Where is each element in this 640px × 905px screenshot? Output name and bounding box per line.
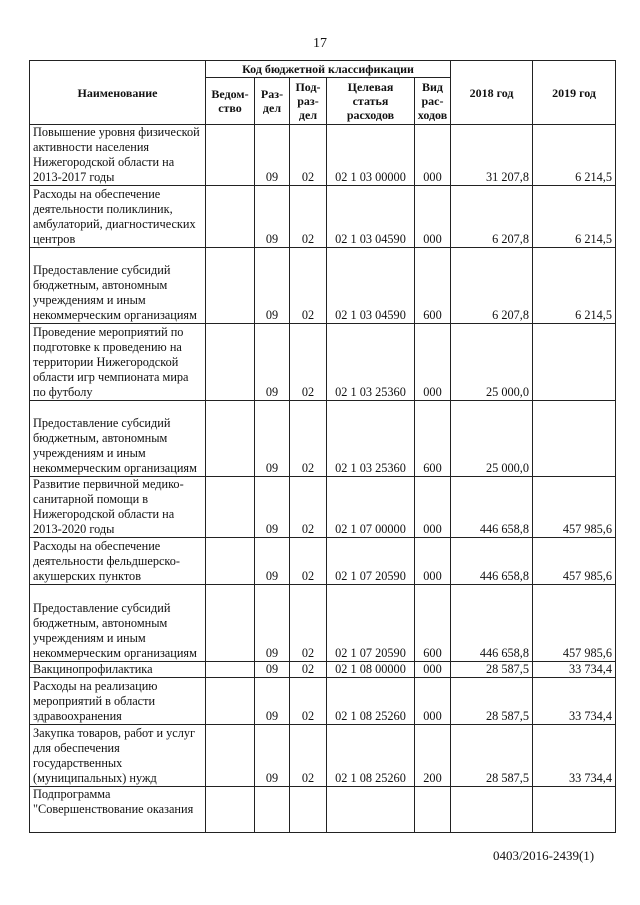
row-tselevaya: 02 1 07 00000 xyxy=(327,477,415,538)
row-tselevaya: 02 1 08 25260 xyxy=(327,725,415,787)
row-vedom xyxy=(206,125,255,186)
col-header-name: Наименование xyxy=(30,61,206,125)
col-header-vedom-text: Ведом- ство xyxy=(211,87,249,115)
row-vid: 000 xyxy=(415,538,451,585)
table-row xyxy=(30,538,616,585)
col-header-razdel xyxy=(255,78,290,125)
row-name: Вакцинопрофилактика xyxy=(30,662,206,678)
row-tselevaya: 02 1 03 00000 xyxy=(327,125,415,186)
row-name: Предоставление субсидий бюджетным, автономным учреждениям и иным некоммерческим организациям xyxy=(30,248,206,324)
row-tselevaya: 02 1 08 00000 xyxy=(327,662,415,678)
row-podrazdel: 02 xyxy=(290,662,327,678)
row-razdel xyxy=(255,787,290,833)
row-podrazdel: 02 xyxy=(290,125,327,186)
document-code: 0403/2016-2439(1) xyxy=(493,848,595,863)
row-vedom xyxy=(206,678,255,725)
row-vid: 000 xyxy=(415,477,451,538)
table-row xyxy=(30,678,616,725)
row-2018: 446 658,8 xyxy=(451,477,533,538)
row-name: Расходы на обеспечение деятельности фельдшерско-акушерских пунктов xyxy=(30,538,206,585)
row-razdel: 09 xyxy=(255,401,290,477)
row-tselevaya: 02 1 03 25360 xyxy=(327,401,415,477)
col-header-group: Код бюджетной классификации xyxy=(206,61,451,78)
row-vid: 600 xyxy=(415,585,451,662)
row-tselevaya xyxy=(327,787,415,833)
table-row xyxy=(30,125,616,186)
col-header-tselevaya-text: Целевая статья расходов xyxy=(346,80,395,122)
row-2019 xyxy=(533,401,616,477)
row-vedom xyxy=(206,324,255,401)
row-vid: 600 xyxy=(415,401,451,477)
row-vid xyxy=(415,787,451,833)
row-vid: 000 xyxy=(415,125,451,186)
page-number: 17 xyxy=(313,36,327,51)
row-2018: 28 587,5 xyxy=(451,725,533,787)
row-name: Предоставление субсидий бюджетным, автономным учреждениям и иным некоммерческим организациям xyxy=(30,401,206,477)
row-podrazdel: 02 xyxy=(290,324,327,401)
row-tselevaya: 02 1 03 04590 xyxy=(327,248,415,324)
row-name: Закупка товаров, работ и услуг для обеспечения государственных (муниципальных) нужд xyxy=(30,725,206,787)
row-name: Расходы на реализацию мероприятий в области здравоохранения xyxy=(30,678,206,725)
row-podrazdel: 02 xyxy=(290,477,327,538)
row-razdel: 09 xyxy=(255,125,290,186)
table-row xyxy=(30,662,616,678)
row-vedom xyxy=(206,662,255,678)
row-2018: 446 658,8 xyxy=(451,585,533,662)
row-2019: 457 985,6 xyxy=(533,538,616,585)
row-razdel: 09 xyxy=(255,248,290,324)
row-razdel: 09 xyxy=(255,324,290,401)
col-header-vid-text: Вид рас- ходов xyxy=(417,80,448,122)
row-vedom xyxy=(206,538,255,585)
col-header-razdel-text: Раз- дел xyxy=(260,87,284,115)
row-2018: 446 658,8 xyxy=(451,538,533,585)
row-2019: 33 734,4 xyxy=(533,678,616,725)
row-razdel: 09 xyxy=(255,186,290,248)
budget-table xyxy=(29,60,616,833)
row-tselevaya: 02 1 07 20590 xyxy=(327,538,415,585)
col-header-vedom xyxy=(206,78,255,125)
row-podrazdel xyxy=(290,787,327,833)
row-name: Предоставление субсидий бюджетным, автономным учреждениям и иным некоммерческим организациям xyxy=(30,585,206,662)
row-2019: 6 214,5 xyxy=(533,248,616,324)
col-header-vid xyxy=(415,78,451,125)
row-vid: 200 xyxy=(415,725,451,787)
row-razdel: 09 xyxy=(255,538,290,585)
row-podrazdel: 02 xyxy=(290,186,327,248)
table-row xyxy=(30,248,616,324)
col-header-podrazdel-text: Под- раз- дел xyxy=(295,80,321,122)
row-2018 xyxy=(451,787,533,833)
row-name: Развитие первичной медико-санитарной помощи в Нижегородской области на 2013-2020 годы xyxy=(30,477,206,538)
row-vedom xyxy=(206,401,255,477)
row-2018: 6 207,8 xyxy=(451,248,533,324)
row-vedom xyxy=(206,725,255,787)
row-razdel: 09 xyxy=(255,725,290,787)
row-vedom xyxy=(206,787,255,833)
col-header-tselevaya xyxy=(327,78,415,125)
row-tselevaya: 02 1 03 04590 xyxy=(327,186,415,248)
row-vedom xyxy=(206,248,255,324)
row-tselevaya: 02 1 08 25260 xyxy=(327,678,415,725)
table-row xyxy=(30,186,616,248)
row-podrazdel: 02 xyxy=(290,585,327,662)
row-tselevaya: 02 1 07 20590 xyxy=(327,585,415,662)
table-row xyxy=(30,401,616,477)
row-vedom xyxy=(206,186,255,248)
row-name: Расходы на обеспечение деятельности поликлиник, амбулаторий, диагностических центров xyxy=(30,186,206,248)
row-tselevaya: 02 1 03 25360 xyxy=(327,324,415,401)
table-row xyxy=(30,787,616,833)
row-2019: 457 985,6 xyxy=(533,477,616,538)
row-2019: 33 734,4 xyxy=(533,725,616,787)
col-header-podrazdel xyxy=(290,78,327,125)
row-podrazdel: 02 xyxy=(290,538,327,585)
row-podrazdel: 02 xyxy=(290,401,327,477)
row-razdel: 09 xyxy=(255,477,290,538)
row-name: Подпрограмма "Совершенствование оказания xyxy=(30,787,206,833)
row-name: Проведение мероприятий по подготовке к проведению на территории Нижегородской области игр чемпионата мира по футболу xyxy=(30,324,206,401)
row-podrazdel: 02 xyxy=(290,725,327,787)
row-vid: 000 xyxy=(415,324,451,401)
table-row xyxy=(30,725,616,787)
row-razdel: 09 xyxy=(255,662,290,678)
row-2018: 28 587,5 xyxy=(451,678,533,725)
row-2018: 28 587,5 xyxy=(451,662,533,678)
row-podrazdel: 02 xyxy=(290,678,327,725)
row-vid: 000 xyxy=(415,662,451,678)
row-2018: 25 000,0 xyxy=(451,401,533,477)
row-podrazdel: 02 xyxy=(290,248,327,324)
row-2018: 31 207,8 xyxy=(451,125,533,186)
col-header-2018: 2018 год xyxy=(451,61,533,125)
row-2019: 6 214,5 xyxy=(533,125,616,186)
row-2019: 457 985,6 xyxy=(533,585,616,662)
row-razdel: 09 xyxy=(255,585,290,662)
row-vedom xyxy=(206,477,255,538)
row-vid: 000 xyxy=(415,678,451,725)
row-2019: 6 214,5 xyxy=(533,186,616,248)
row-name: Повышение уровня физической активности населения Нижегородской области на 2013-2017 годы xyxy=(30,125,206,186)
col-header-2019: 2019 год xyxy=(533,61,616,125)
row-2019: 33 734,4 xyxy=(533,662,616,678)
row-2019 xyxy=(533,787,616,833)
row-2018: 25 000,0 xyxy=(451,324,533,401)
table-row xyxy=(30,477,616,538)
row-vid: 000 xyxy=(415,186,451,248)
row-vedom xyxy=(206,585,255,662)
row-2018: 6 207,8 xyxy=(451,186,533,248)
row-2019 xyxy=(533,324,616,401)
row-razdel: 09 xyxy=(255,678,290,725)
table-row xyxy=(30,324,616,401)
row-vid: 600 xyxy=(415,248,451,324)
table-row xyxy=(30,585,616,662)
